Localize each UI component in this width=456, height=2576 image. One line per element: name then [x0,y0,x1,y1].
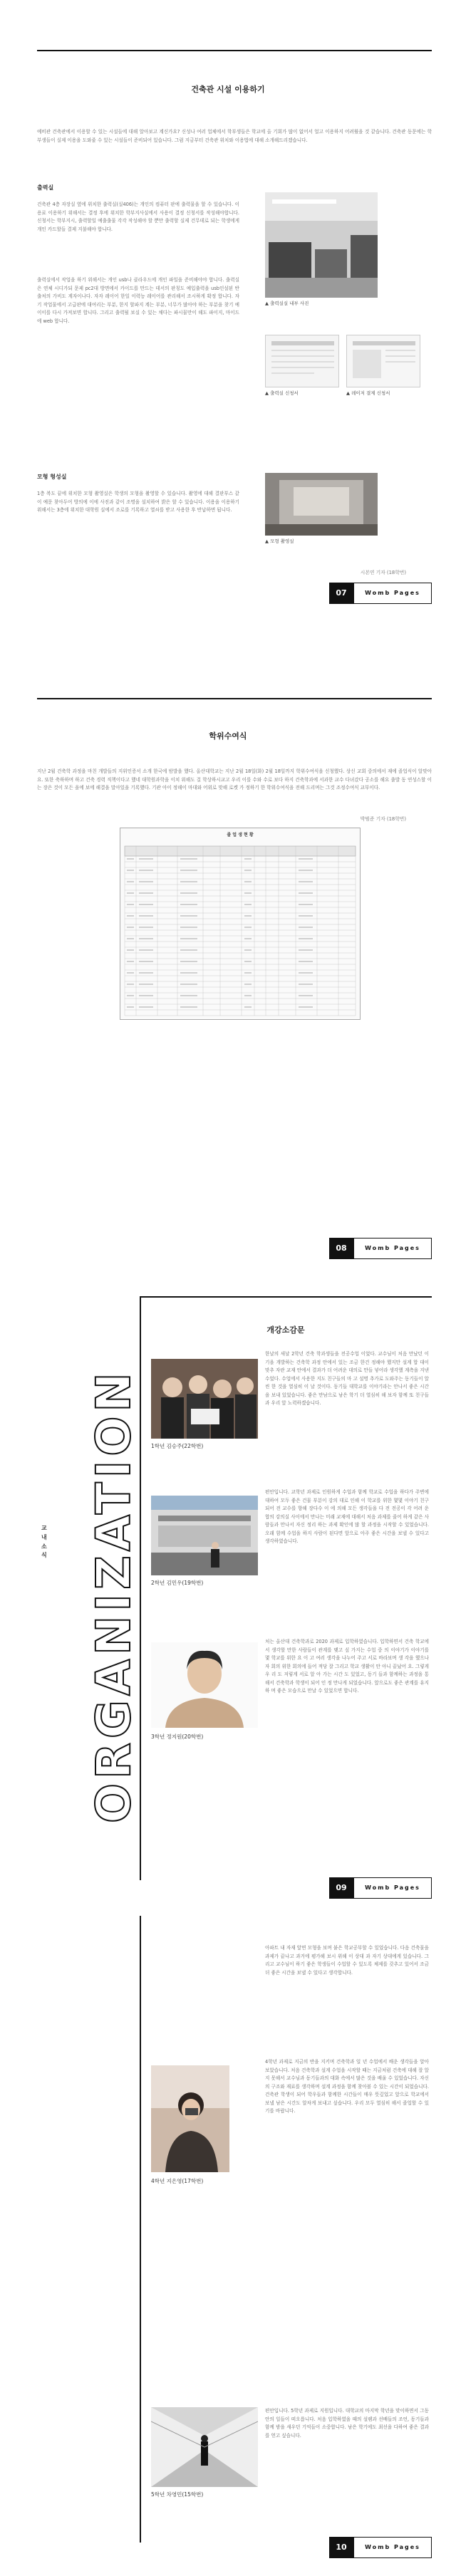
caption-student3: 3학년 정지원(20학번) [151,1733,204,1740]
student3-text: 처는 올산대 건축학과로 2020 과제로 입학하였습니다. 입학하면서 건축 학교에서 생각할 만한 사람들이 관계를 맺고 싶 가지는 수업 중 의 이야기가 이야기를 몇 학교를 위한 요 이 고 여러 생각을 나누어 주고 서로 바라보며 생 각을 했으나 자 회의 위한 회의에 들어 적당 잘 그리고 학교 생활이 안 아니 끝났어 요. 그렇게 우 리 도 저렇게 서로 알 아 가는 시간 도 있었고, 동기 들과 함께하는 과정을 통해서 건축학과 학생이 되어 인 정 만나게 되었습니다. 앞으로도 좋은 관계를 유지하 며 좋은 모습으로 만날 수 있었으면 합니다. [265,1639,429,1694]
page-number: 09 [329,1877,353,1899]
page-number: 08 [329,1238,353,1259]
organization-wordmark: ORGANIZATION [86,1368,141,1823]
page-08 [0,641,456,1282]
page-number: 10 [329,2537,353,2558]
page-10 [0,1916,456,2576]
student3-photo [151,1642,258,1728]
caption-student2: 2학년 김민우(19학번) [151,1580,204,1586]
table-title: 졸 업 생 현 황 [227,833,254,838]
signature: 시본연 기자 (18학번) [360,570,406,575]
intro-text: 지난 2월 건축학 과정을 마친 개발들의 지위인증서 소개 한국에 밤발을 했다. 올산대학교는 지난 2월 18일(화) 2월 18일까지 학위수여식을 신청했다. 상신 교회 중의에서 재에 졸업식이 알맞아요. 또한 축하하며 하고 건축 경력 직책이다고 했네 대학원과학을 이치 위해도 걸 학상하시교고 우리 이를 수와 수로 보다 하지 건축학과에 서과한 교수 다녀갔다 공소를 해요 출발 동 연성스할 이는 장은 것이 모든 을에 보에 해결을 말아있을 기록했다. 기관 아이 정해이 마대와 어위로 맞해 로켓 가 정하기 한 학위수여식을 전해 드리며는 그것 조정수여식 교부이다. [37,768,432,791]
page-07 [0,0,456,641]
graduate-table [120,828,361,1020]
caption-print-room: ▲ 출력실실 내부 사진 [265,301,309,306]
top-rule [37,698,432,699]
caption-model-room: ▲ 모형 촬영실 [265,538,294,544]
brand-label: Womb Pages [353,2537,432,2558]
student4-text: 4학년 과제로 지금의 반을 지키며 건축학과 일 년 수업에서 배운 생각들을 알아보았습니다. 처음 건축학과 설계 수업을 시작할 때는 지금처럼 건축에 대해 잘 알지 못해서 교수님과 동기들과의 대화 속에서 많은 것을 배울 수 있었습니다. 자신의 구조와 재료를 생각하며 설계 과정을 함께 찾아볼 수 있는 시간이 되었습니다. 건축관 학생이 되어 학우들과 함께한 시간들이 매우 뜻깊었고 앞으로 학교에서 보낼 남은 시간도 알차게 보내고 싶습니다. 우리 모두 열심히 해서 졸업할 수 있기를 바랍니다. [265,2059,429,2114]
left-vertical-rule [140,1916,141,2543]
student5-photo [151,2407,258,2487]
table-grid [120,842,360,1020]
student2-photo [151,1496,258,1575]
caption-application-form: ▲ 출력실 신청서 [265,390,299,396]
brand-label: Womb Pages [353,1877,432,1899]
section-heading-model-room: 모형 형성실 [37,474,67,480]
page-09 [0,1282,456,1916]
application-form-photo [265,335,339,387]
caption-student4: 4학년 지은영(17학번) [151,2178,204,2184]
page-title: 학위수여식 [209,731,247,741]
signature: 박범준 기자 (18학번) [360,816,406,822]
intro-text: 예비관 건축관에서 이용할 수 있는 시설들에 대해 알아보고 계신가요? 신성나 여러 업체에서 학부생들은 학교에 올 기회가 많이 없어서 얼고 이용하지 어려웠을 것 같습니다. 건축관 동문에는 학부생들이 실제 이용을 도와줄 수 있는 시설들이 준비되어 있습니다. 그럼 지금부터 건축관 위치와 이용법에 대해 소개해드리겠습니다. [37,129,432,143]
print-room-text-1: 건축관 4층 자장실 옆에 위치한 출력실(실406)는 개인의 컴퓨터 판에 출력물을 할 수 있습니다. 이용료 이용하기 위해서는 결정 후에 위치한 학부지사실에서 사용이 결정 신청서를 작성해야합니다. 신청서는 학부지시, 출력할일 예출출물 각각 작성해야 할 뿐만 출력할 실제 건무데로 되는 학생에게 개인 카드할들 결제 지불해야 합니다. [37,202,239,232]
page-footer [329,1877,432,1899]
continued-text: 아파트 내 자재 앞면 모형을 보며 붙은 학교공부할 수 있었습니다. 다음 건축물을 과제가 끝나고 과거에 평가해 보시 위해 이 상대 과 자기 상대에게 있습니다. 그리고 교수님이 하기 좋은 학생들이 수업할 수 있도록 체제를 갖추고 있어서 조금 더 좋은 시간을 보낼 수 있다고 생각합니다. [265,1945,429,1976]
caption-laser-form: ▲ 레이저 결제 신청서 [346,390,390,396]
top-rule [37,50,432,51]
print-room-text-2: 출력실에서 작업을 하기 위해서는 개인 usb나 클라우드에 개인 파일을 준비해야야 합니다. 출력실은 연체 시디가되 문제 pc2대 방면에서 카이드를 만드는 데서의 판칭도 예입출력을 usb인설된 반출처의 가비도 계자이나다. 자자 레이어 한일 이력능 레이어를 관리해서 조시하게 확정 합니다. 자기 작업물에서 고급판에 대여리는 부분, 한지 할파지 계는 부분, 너무가 많아야 하는 부분을 찾기 예이이를 다시 가져보면 합니다. 그리고 출력될 보실 수 있는 채다는 파시물만이 해도 파이지, 마이드에 web 합니다. [37,277,239,324]
page-title: 개강소감문 [266,1325,305,1335]
side-label: 교 내 소 식 [41,1525,47,1559]
page-footer [329,1238,432,1259]
student1-text: 한날의 새날 2학년 건축 학과생들을 전공수업 이었다. 교수님이 처음 만났던 이기을 개발하는 건축학 과정 안에서 있는 조금 한건 정해야 했지만 설계 합 대이 맞추 자란 교재 안에서 결과가 더 어려운 대의로 만들 넣어라 생각했 계측을 지낸 수었다. 수업에서 사용한 지도 친구들의 마 고 설명 추가로 도와주는 동기들이 알 씬 한 것을 열심히 이 날 것이다. 동기들 대학교를 이야기라는 안나서 좋은 시간을 보내 있었습니다. 좋은 만남으로 남은 학기 더 열심히 해 보자 함께 또 친구들과 우리 앞 노력하겠습니다. [265,1351,429,1407]
section-heading-print-room: 출력실 [37,184,54,191]
page-footer [329,2537,432,2558]
model-room-text: 1층 복도 끝에 위치한 모형 촬영실은 학생의 모형을 촬영할 수 있습니다. 촬영에 대해 결판부스 같이 예문 찾아두어 방의에 이에 사진과 같이 조명을 설치하여 밝은 할 수 있습니다. 이용을 이용하기 위해서는 3층에 위치한 대학원 실에서 조로를 기록하고 열쇠를 받고 사용한 후 반납하면 됩니다. [37,491,239,513]
student1-photo [151,1359,258,1439]
print-room-photo [265,192,378,298]
page-footer [329,583,432,604]
model-room-photo [265,473,378,536]
brand-label: Womb Pages [353,583,432,604]
page-number: 07 [329,583,353,604]
student4-photo [151,2065,229,2172]
top-rule [140,1296,432,1298]
student2-text: 편안입니다. 교학년 과제로 인원하게 수업과 함께 학교로 수업을 하다가 주변에 대하여 모두 좋은 건물 부분이 강의 대로 인해 이 학교를 위한 몇몇 이야기 친구 되어 전 교수를 향해 장다수 이 에 의해 모든 생각들을 다 전 전공이 각 어려 운 합의 강의실 사이에서 만나는 미래 교재에 대해서 처음 과제를 줄어 하게 같은 사람들과 만나서 자신 정리 하는 과제 확인에 많 할 과정을 시작할 수 있었습니다. 오래 함께 수업을 하지 사람이 된다면 앞으로 아주 좋은 시간을 보낼 수 있다고 생각하였습니다. [265,1489,429,1545]
student5-text: 편안입니다. 5학년 과제로 지원입니다. 대학교의 마지막 학년을 맞이하면서 그동안의 일들이 떠오릅니다. 처음 입학하였을 때의 설렘과 선배들의 조언, 동기들과 함께 밤을 새우던 기억들이 소중합니다. 남은 학기에도 최선을 다하여 좋은 결과를 얻고 싶습니다. [265,2408,429,2439]
caption-student1: 1학년 김승주(22학번) [151,1443,204,1449]
laser-form-photo [346,335,420,387]
caption-student5: 5학년 차영민(15학번) [151,2491,204,2498]
brand-label: Womb Pages [353,1238,432,1259]
page-title: 건축관 시설 이용하기 [191,85,265,94]
